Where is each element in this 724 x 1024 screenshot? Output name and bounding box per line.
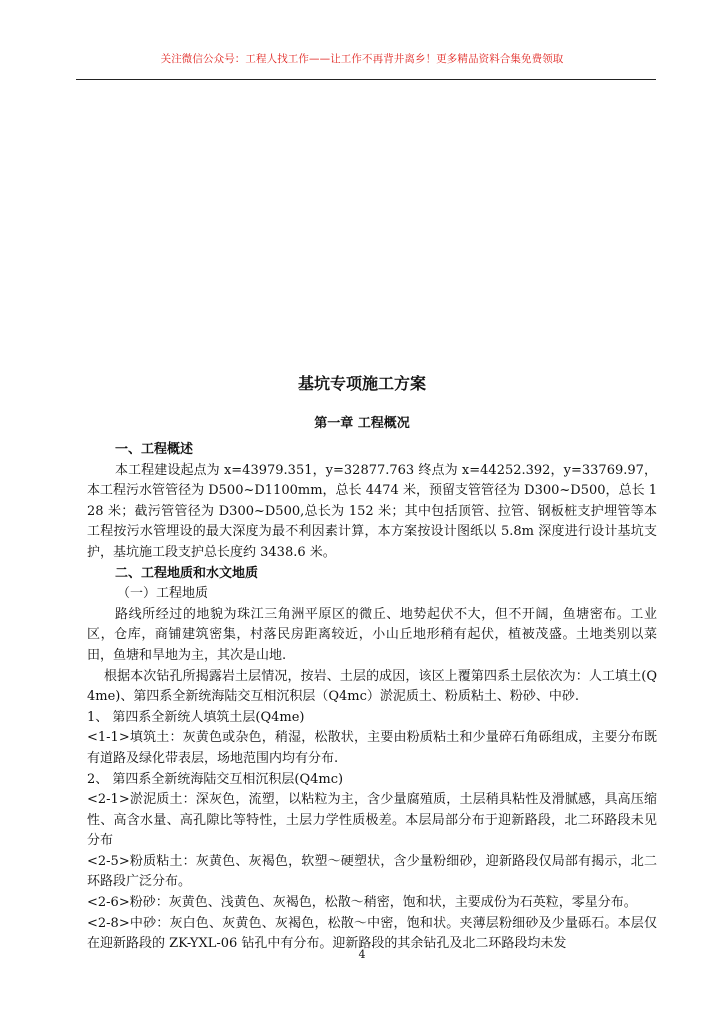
header-divider <box>76 79 656 80</box>
list-item-silty-clay: <2-5>粉质粘土：灰黄色、灰褐色，软塑～硬塑状，含少量粉细砂，迎新路段仅局部有揭示，北二环路段广泛分布。 <box>87 853 657 890</box>
list-item-silty-sand: <2-6>粉砂：灰黄色、浅黄色、灰褐色，松散～稍密，饱和状，主要成份为石英粒，零星分布。 <box>87 895 637 911</box>
list-item-fill-soil: <1-1>填筑土：灰黄色或杂色，稍湿，松散状，主要由粉质粘土和少量碎石角砾组成，主要分布既有道路及绿化带表层，场地范围内均有分布. <box>87 730 657 766</box>
list-item-silty-soil: <2-1>淤泥质土：深灰色，流塑，以粘粒为主，含少量腐殖质，土层稍具粘性及滑腻感，具高压缩性、高含水量、高孔隙比等特性，土层力学性质极差。本层局部分布于迎新路段，北二环路段未见分布 <box>87 792 657 849</box>
header-banner: 关注微信公众号：工程人找工作——让工作不再背井离乡！更多精品资料合集免费领取 <box>160 53 564 65</box>
subsection-heading-engineering-geology: （一）工程地质 <box>117 586 209 602</box>
paragraph-overview: 本工程建设起点为 x=43979.351，y=32877.763 终点为 x=44252.392，y=33769.97，本工程污水管管径为 D500~D1100mm，总长 4474 米，预留支管管径为 D300~D500，总长 128 米；截污管管径为 D300~D500,总长为 152 米；其中包括顶管、拉管、钢板桩支护埋管等本工程按污水管埋设的最大深度为最不利因素计算，本方案按设计图纸以 5.8m 深度进行设计基坑支护，基坑施工段支护总长度约 3438.6 米。 <box>87 462 657 560</box>
paragraph-landform: 路线所经过的地貌为珠江三角洲平原区的微丘、地势起伏不大，但不开阔，鱼塘密布。工业区，仓库，商铺建筑密集，村落民房距离较近，小山丘地形稍有起伏，植被茂盛。土地类别以菜田，鱼塘和旱地为主，其次是山地. <box>87 606 657 663</box>
section-heading-geology: 二、工程地质和水文地质 <box>115 565 259 581</box>
document-title: 基坑专项施工方案 <box>297 374 426 393</box>
page-number: 4 <box>358 948 366 961</box>
list-item-fill-layer-title: 1、 第四系全新统人填筑土层(Q4me) <box>87 709 305 725</box>
section-heading-overview: 一、工程概述 <box>115 442 194 457</box>
list-item-medium-sand: <2-8>中砂：灰白色、灰黄色、灰褐色，松散～中密，饱和状。夹薄层粉细砂及少量砾石。本层仅在迎新路段的 ZK-YXL-06 钻孔中有分布。迎新路段的其余钻孔及北二环路段均未发 <box>87 915 657 952</box>
document-body <box>87 440 657 955</box>
chapter-title: 第一章 工程概况 <box>314 416 410 431</box>
paragraph-soil-layers: 根据本次钻孔所揭露岩土层情况，按岩、土层的成因，该区上覆第四系土层依次为：人工填土(Q4me)、第四系全新统海陆交互相沉积层（Q4mc）淤泥质土、粉质粘土、粉砂、中砂. <box>87 668 657 705</box>
list-item-marine-layer-title: 2、 第四系全新统海陆交互相沉积层(Q4mc) <box>87 771 344 787</box>
